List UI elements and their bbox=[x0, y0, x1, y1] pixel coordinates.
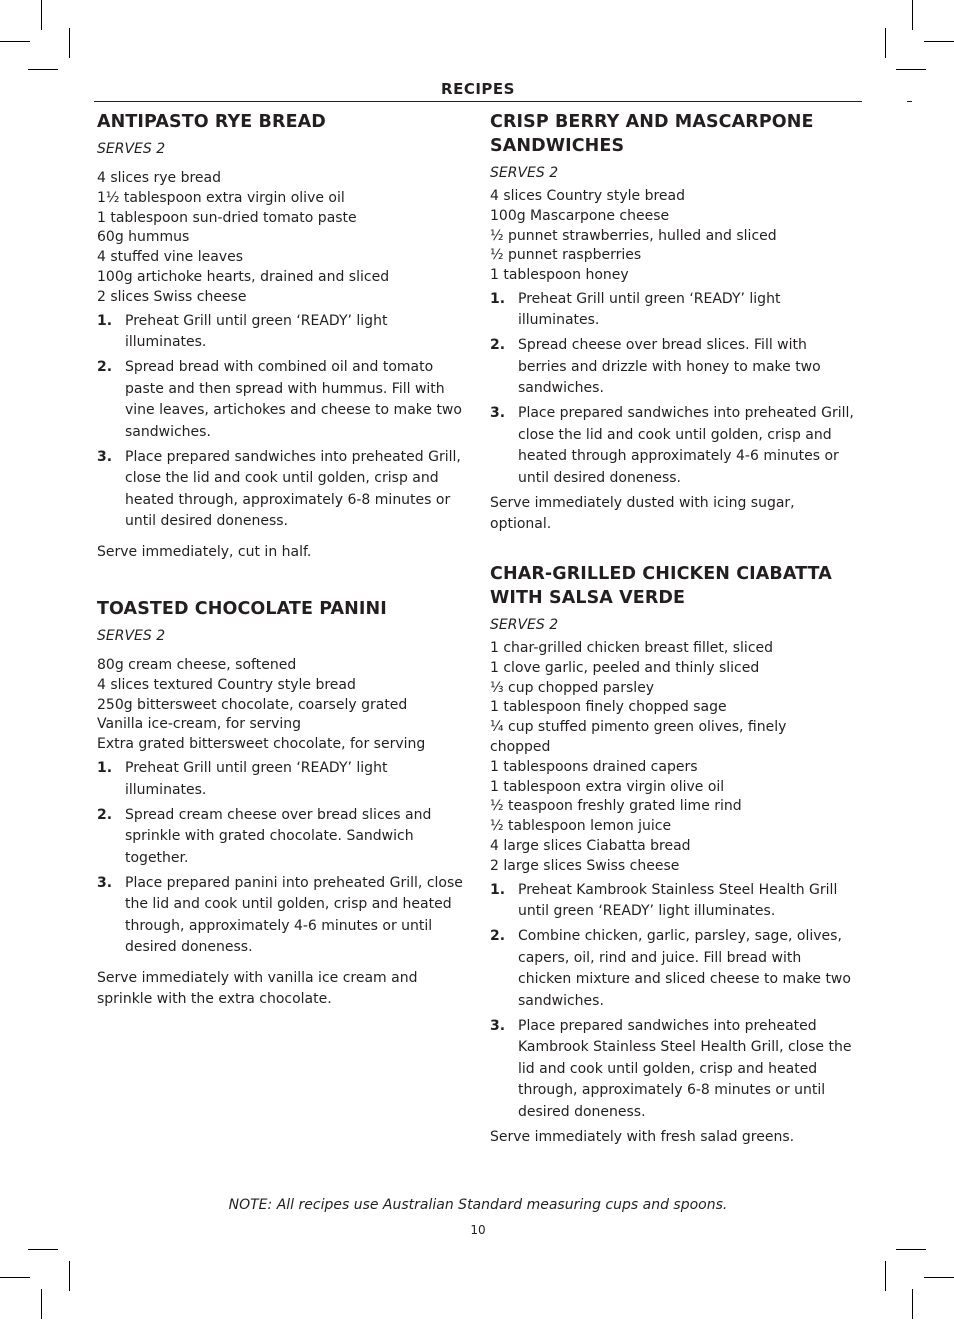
crop-mark bbox=[912, 1289, 913, 1319]
crop-mark bbox=[885, 28, 886, 58]
step bbox=[490, 880, 855, 923]
ingredient: 4 slices Country style bread bbox=[490, 188, 685, 204]
step-text: Preheat Grill until green ‘READY’ light illuminates. bbox=[518, 290, 781, 329]
crop-mark bbox=[885, 1261, 886, 1291]
step-number: 3. bbox=[490, 1017, 506, 1034]
recipe-title: CHAR-GRILLED CHICKEN CIABATTA WITH SALSA VERDE bbox=[490, 563, 832, 608]
ingredient: 1 tablespoons drained capers bbox=[490, 758, 698, 775]
step-number: 2. bbox=[490, 337, 506, 354]
ingredient: Extra grated bittersweet chocolate, for serving bbox=[97, 736, 426, 753]
left-column bbox=[97, 110, 467, 1011]
step bbox=[490, 1016, 855, 1124]
ingredient: 1 tablespoon finely chopped sage bbox=[490, 699, 727, 716]
serving-note: Serve immediately with vanilla ice cream and sprinkle with the extra chocolate. bbox=[97, 969, 418, 1008]
header-rule bbox=[94, 101, 862, 102]
ingredient: 4 large slices Ciabatta bread bbox=[490, 837, 691, 854]
step bbox=[97, 805, 467, 870]
ingredient-list bbox=[490, 187, 855, 286]
step-number: 3. bbox=[490, 405, 506, 422]
crop-mark bbox=[0, 41, 30, 42]
ingredient: ½ teaspoon freshly grated lime rind bbox=[490, 798, 742, 815]
step-list bbox=[490, 880, 855, 1124]
recipe-title: CRISP BERRY AND MASCARPONE SANDWICHES bbox=[490, 112, 814, 156]
step bbox=[97, 357, 467, 443]
step-number: 2. bbox=[97, 806, 113, 823]
recipe-antipasto-rye-bread bbox=[97, 110, 467, 563]
step-text: Place prepared sandwiches into preheated Kambrook Stainless Steel Health Grill, close the lid and cook until golden, crisp and heated through, approximately 6-8 minutes or until desired doneness. bbox=[518, 1017, 852, 1120]
step bbox=[97, 758, 467, 801]
step-text: Place prepared panini into preheated Grill, close the lid and cook until golden, crisp and heated through, approximately 4-6 minutes or until desired doneness. bbox=[125, 874, 463, 956]
crop-mark bbox=[896, 1249, 926, 1250]
ingredient: 1 tablespoon honey bbox=[490, 267, 629, 284]
step bbox=[490, 926, 855, 1012]
page-number: 10 bbox=[470, 1223, 486, 1237]
step-text: Combine chicken, garlic, parsley, sage, olives, capers, oil, rind and juice. Fill bread with chicken mixture and sliced cheese to make two sandwiches. bbox=[518, 928, 851, 1009]
crop-mark bbox=[41, 0, 42, 30]
ingredient: 100g Mascarpone cheese bbox=[490, 207, 670, 224]
step-list bbox=[97, 311, 467, 533]
serving-note: Serve immediately with fresh salad greens. bbox=[490, 1128, 795, 1145]
footer-note: NOTE: All recipes use Australian Standard measuring cups and spoons. bbox=[228, 1197, 728, 1213]
recipe-title: TOASTED CHOCOLATE PANINI bbox=[97, 599, 387, 620]
ingredient: ¼ cup stuffed pimento green olives, finely chopped bbox=[490, 719, 787, 755]
step bbox=[97, 447, 467, 533]
ingredient-list bbox=[490, 639, 855, 877]
crop-mark bbox=[69, 28, 70, 58]
step-list bbox=[490, 289, 855, 490]
crop-mark bbox=[69, 1261, 70, 1291]
ingredient: ½ tablespoon lemon juice bbox=[490, 818, 672, 835]
step bbox=[490, 335, 855, 400]
step-number: 2. bbox=[97, 359, 113, 376]
step bbox=[490, 403, 855, 489]
ingredient: ⅓ cup chopped parsley bbox=[490, 679, 655, 696]
step-number: 3. bbox=[97, 874, 113, 891]
crop-mark bbox=[28, 1249, 58, 1250]
recipe-serves: SERVES 2 bbox=[97, 628, 166, 645]
recipe-toasted-chocolate-panini bbox=[97, 597, 467, 1010]
ingredient: 250g bittersweet chocolate, coarsely grated bbox=[97, 696, 408, 713]
recipe-serves: SERVES 2 bbox=[490, 165, 559, 181]
ingredient: 1½ tablespoon extra virgin olive oil bbox=[97, 189, 345, 206]
ingredient-list bbox=[97, 656, 467, 755]
step-text: Spread cream cheese over bread slices and sprinkle with grated chocolate. Sandwich together. bbox=[125, 806, 432, 866]
ingredient: 1 char-grilled chicken breast fillet, sliced bbox=[490, 639, 774, 656]
page-header: RECIPES bbox=[441, 80, 515, 98]
step-number: 2. bbox=[490, 928, 506, 945]
ingredient: 1 clove garlic, peeled and thinly sliced bbox=[490, 659, 760, 676]
step-number: 1. bbox=[97, 760, 113, 777]
ingredient: 80g cream cheese, softened bbox=[97, 657, 297, 674]
ingredient: 2 slices Swiss cheese bbox=[97, 288, 247, 305]
ingredient: 100g artichoke hearts, drained and sliced bbox=[97, 268, 390, 285]
step-text: Preheat Grill until green ‘READY’ light illuminates. bbox=[125, 312, 388, 351]
crop-mark bbox=[924, 41, 954, 42]
step-text: Place prepared sandwiches into preheated Grill, close the lid and cook until golden, crisp and heated through, approximately 6-8 minutes or until desired doneness. bbox=[125, 448, 461, 530]
step bbox=[97, 311, 467, 354]
step-list bbox=[97, 758, 467, 959]
recipe-crisp-berry-mascarpone bbox=[490, 110, 855, 536]
ingredient: 60g hummus bbox=[97, 229, 190, 246]
crop-mark bbox=[924, 1277, 954, 1278]
step-text: Spread bread with combined oil and tomato paste and then spread with hummus. Fill with vine leaves, artichokes and cheese to make two sandwiches. bbox=[125, 359, 462, 440]
step-text: Preheat Kambrook Stainless Steel Health Grill until green ‘READY’ light illuminates. bbox=[518, 881, 838, 920]
ingredient: 4 slices textured Country style bread bbox=[97, 676, 356, 693]
step-number: 1. bbox=[97, 312, 113, 329]
recipe-char-grilled-chicken-ciabatta bbox=[490, 562, 855, 1148]
recipe-serves: SERVES 2 bbox=[490, 616, 559, 633]
header-rule-tick bbox=[907, 101, 912, 102]
step bbox=[490, 289, 855, 332]
step-number: 3. bbox=[97, 448, 113, 465]
ingredient: 4 slices rye bread bbox=[97, 170, 222, 186]
ingredient: ½ punnet strawberries, hulled and sliced bbox=[490, 227, 777, 244]
step-number: 1. bbox=[490, 881, 506, 898]
step-text: Place prepared sandwiches into preheated Grill, close the lid and cook until golden, crisp and heated through approximately 4-6 minutes or until desired doneness. bbox=[518, 405, 854, 486]
crop-mark bbox=[912, 0, 913, 30]
serving-note: Serve immediately, cut in half. bbox=[97, 543, 312, 560]
serving-note: Serve immediately dusted with icing sugar, optional. bbox=[490, 494, 795, 533]
step-number: 1. bbox=[490, 290, 506, 307]
crop-mark bbox=[28, 69, 58, 70]
crop-mark bbox=[0, 1277, 30, 1278]
right-column bbox=[490, 110, 855, 1148]
ingredient: 2 large slices Swiss cheese bbox=[490, 857, 680, 874]
step-text: Spread cheese over bread slices. Fill with berries and drizzle with honey to make two sandwiches. bbox=[518, 337, 821, 397]
recipe-title: ANTIPASTO RYE BREAD bbox=[97, 112, 326, 132]
step-text: Preheat Grill until green ‘READY’ light illuminates. bbox=[125, 760, 388, 798]
ingredient: 4 stuffed vine leaves bbox=[97, 249, 243, 266]
ingredient: 1 tablespoon extra virgin olive oil bbox=[490, 778, 725, 795]
ingredient: ½ punnet raspberries bbox=[490, 247, 642, 264]
crop-mark bbox=[41, 1289, 42, 1319]
recipe-serves: SERVES 2 bbox=[97, 141, 166, 157]
crop-mark bbox=[896, 69, 926, 70]
ingredient-list bbox=[97, 169, 467, 308]
ingredient: 1 tablespoon sun-dried tomato paste bbox=[97, 209, 357, 226]
step bbox=[97, 873, 467, 959]
ingredient: Vanilla ice-cream, for serving bbox=[97, 716, 302, 733]
